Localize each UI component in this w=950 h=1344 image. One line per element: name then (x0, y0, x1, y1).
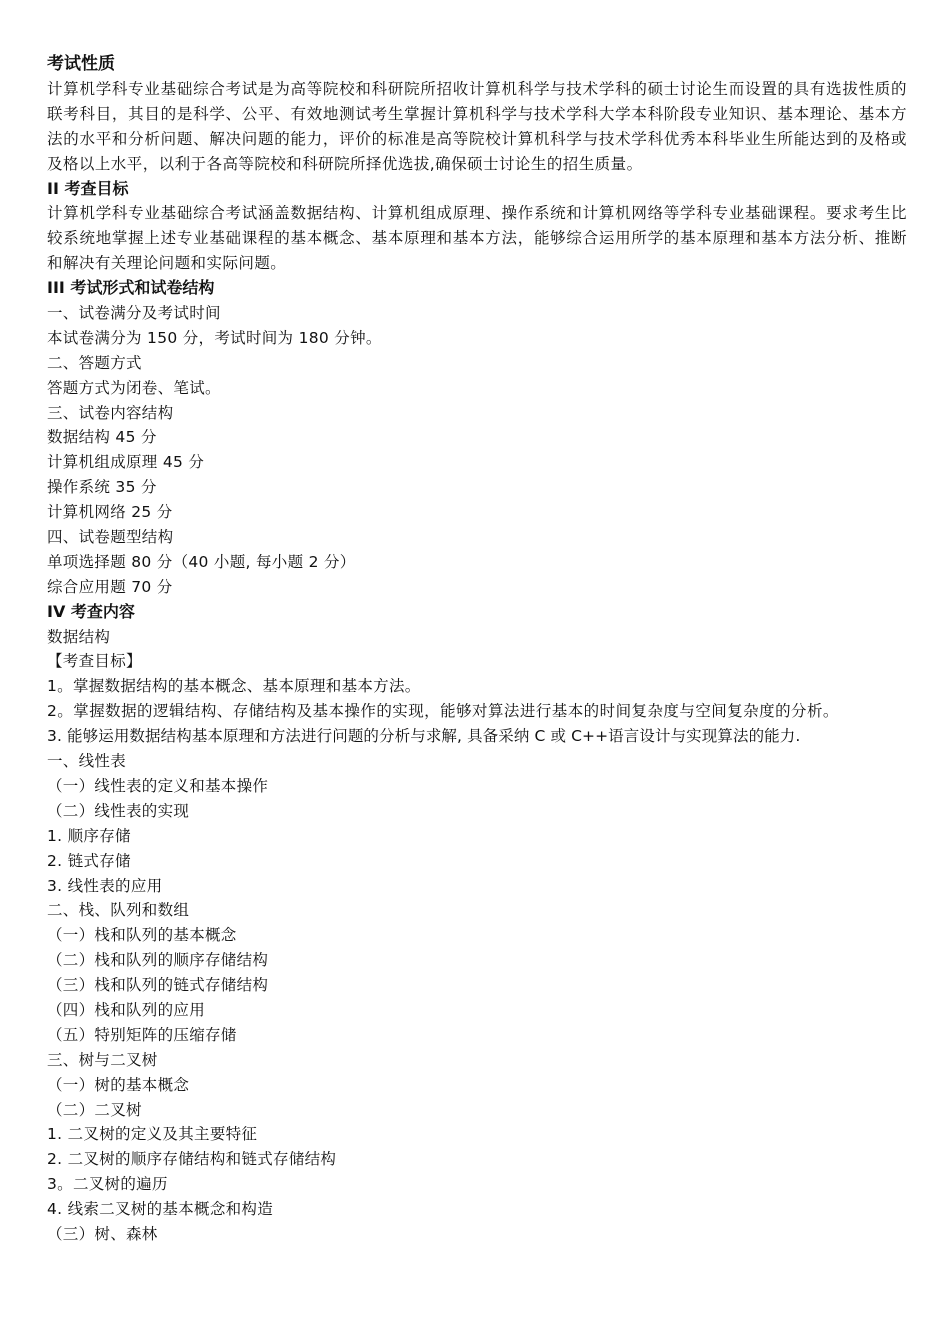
outline-item: 1. 二叉树的定义及其主要特征 (47, 1125, 258, 1144)
goal-item: 1。掌握数据结构的基本概念、基本原理和基本方法。 (47, 677, 421, 696)
format-line: 答题方式为闭卷、笔试。 (47, 378, 221, 397)
outline-item: （二）二叉树 (47, 1100, 142, 1119)
outline-list (47, 749, 907, 1247)
format-line: 操作系统 35 分 (47, 478, 157, 497)
outline-item: （四）栈和队列的应用 (47, 1000, 206, 1019)
outline-item: （一）栈和队列的基本概念 (47, 926, 237, 945)
outline-item: 一、线性表 (47, 752, 127, 771)
format-line: 一、试卷满分及考试时间 (47, 304, 221, 323)
outline-item: 3。二叉树的遍历 (47, 1175, 168, 1194)
format-line: 计算机网络 25 分 (47, 503, 173, 522)
format-line: 单项选择题 80 分（40 小题, 每小题 2 分） (47, 552, 356, 571)
outline-item: 4. 线索二叉树的基本概念和构造 (47, 1200, 274, 1219)
format-line: 计算机组成原理 45 分 (47, 453, 205, 472)
outline-item: （五）特别矩阵的压缩存储 (47, 1025, 237, 1044)
format-list (47, 301, 907, 600)
format-line: 本试卷满分为 150 分，考试时间为 180 分钟。 (47, 328, 382, 347)
nature-paragraph: 计算机学科专业基础综合考试是为高等院校和科研院所招收计算机科学与技术学科的硕士讨论生而设置的具有选拔性质的联考科目，其目的是科学、公平、有效地测试考生掌握计算机科学与技术学科大学本科阶段专业知识、基本理论、基本方法的水平和分析问题、解决问题的能力，评价的标准是高等院校计算机科学与技术学科优秀本科毕业生所能达到的及格或及格以上水平，以利于各高等院校和科研院所择优选拔,确保硕士讨论生的招生质量。 (47, 79, 907, 173)
format-line: 综合应用题 70 分 (47, 577, 173, 596)
section-heading-goals: II 考查目标 (47, 178, 129, 198)
outline-item: （一）树的基本概念 (47, 1075, 190, 1094)
section-heading-content: IV 考查内容 (47, 601, 135, 621)
outline-item: 3. 线性表的应用 (47, 876, 163, 895)
section-heading-format: III 考试形式和试卷结构 (47, 278, 215, 298)
goal-label: 【考查目标】 (47, 652, 142, 671)
outline-item: 三、树与二叉树 (47, 1050, 158, 1069)
outline-item: 2. 二叉树的顺序存储结构和链式存储结构 (47, 1150, 337, 1169)
outline-item: 2. 链式存储 (47, 851, 131, 870)
format-line: 三、试卷内容结构 (47, 403, 174, 422)
outline-item: （三）栈和队列的链式存储结构 (47, 976, 269, 995)
format-line: 二、答题方式 (47, 353, 142, 372)
outline-item: （一）线性表的定义和基本操作 (47, 776, 269, 795)
outline-item: （二）线性表的实现 (47, 801, 190, 820)
format-line: 四、试卷题型结构 (47, 528, 174, 547)
section-heading-nature: 考试性质 (47, 54, 115, 74)
goal-item: 2。掌握数据的逻辑结构、存储结构及基本操作的实现，能够对算法进行基本的时间复杂度与空间复杂度的分析。 (47, 702, 839, 721)
format-line: 数据结构 45 分 (47, 428, 157, 447)
outline-item: （三）树、森林 (47, 1224, 158, 1243)
goals-paragraph: 计算机学科专业基础综合考试涵盖数据结构、计算机组成原理、操作系统和计算机网络等学科专业基础课程。要求考生比较系统地掌握上述专业基础课程的基本概念、基本原理和基本方法，能够综合运用所学的基本原理和基本方法分析、推断和解决有关理论问题和实际问题。 (47, 204, 907, 273)
outline-item: 二、栈、队列和数组 (47, 901, 190, 920)
outline-item: （二）栈和队列的顺序存储结构 (47, 951, 269, 970)
subject-title: 数据结构 (47, 627, 111, 646)
outline-item: 1. 顺序存储 (47, 826, 131, 845)
document-body (47, 52, 907, 1247)
goal-item: 3. 能够运用数据结构基本原理和方法进行问题的分析与求解, 具备采纳 C 或 C++语言设计与实现算法的能力. (47, 727, 801, 746)
